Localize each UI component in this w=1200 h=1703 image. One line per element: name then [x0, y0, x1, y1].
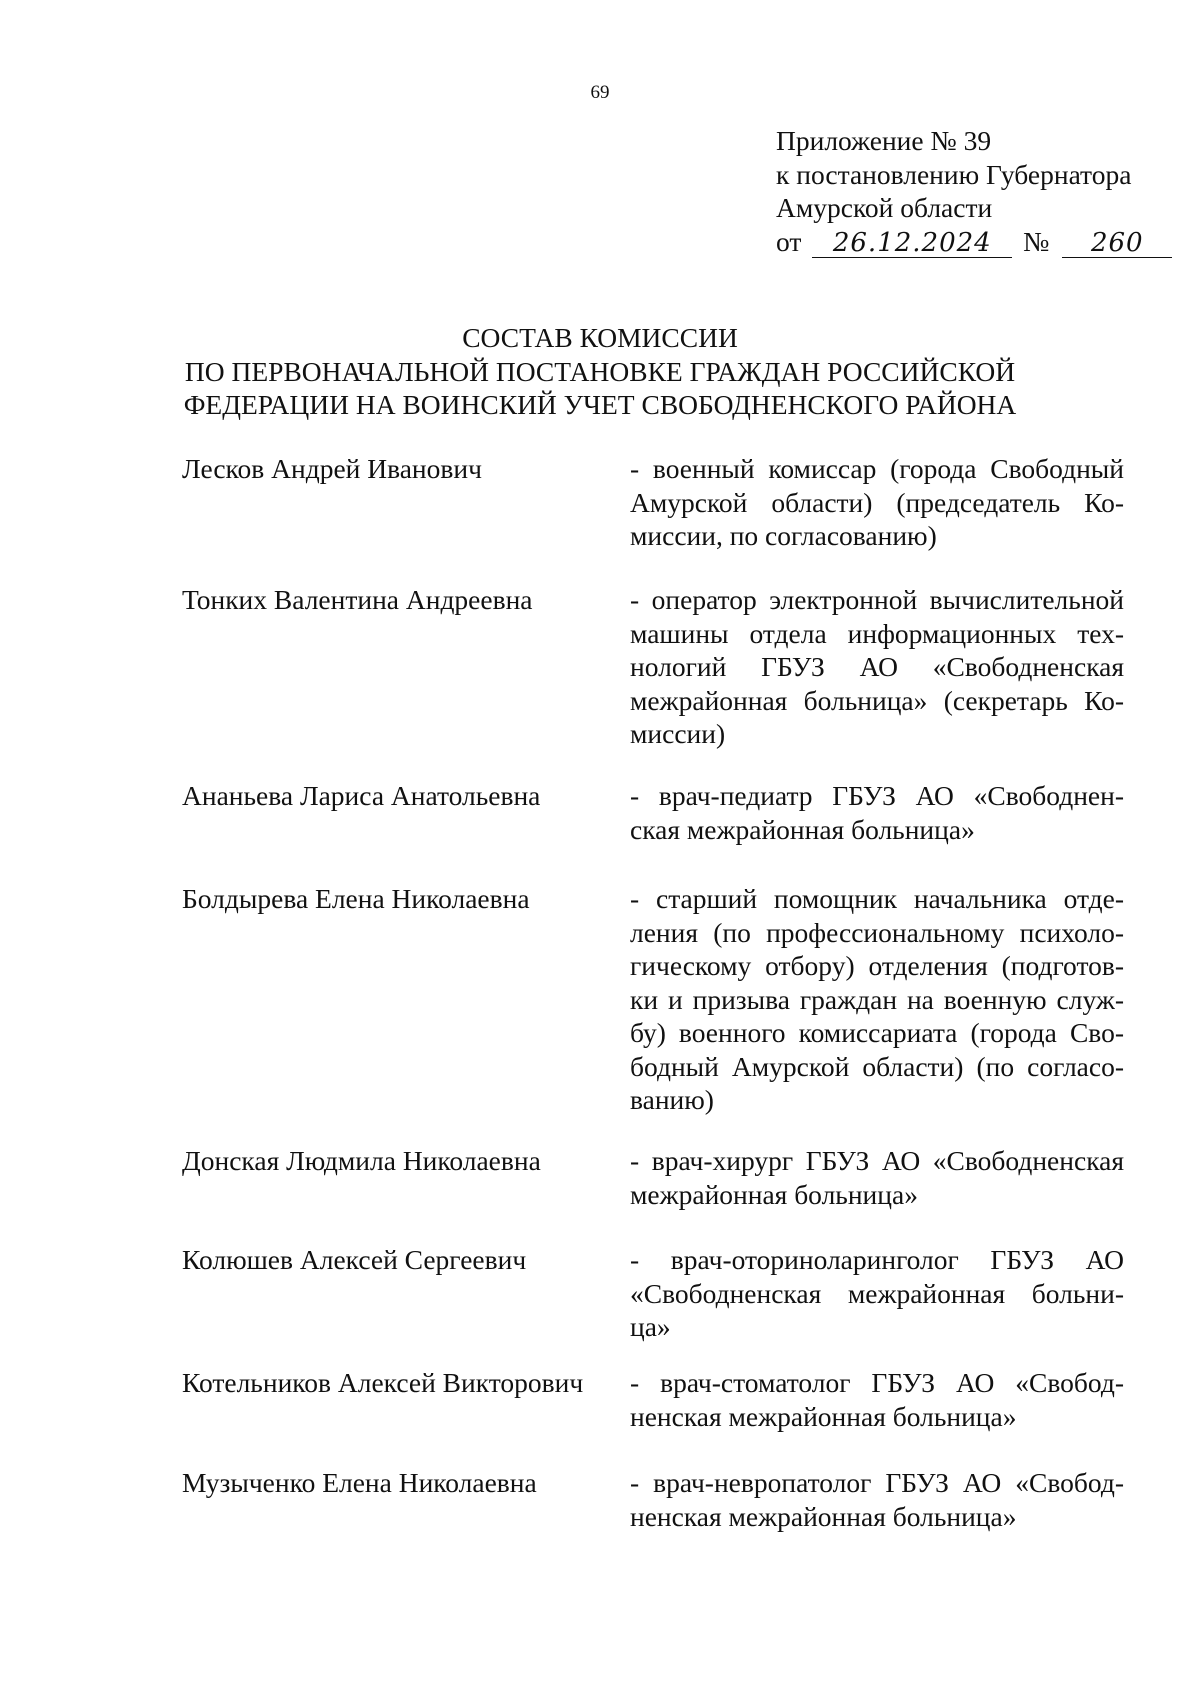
- member-role-line: ванию): [630, 1084, 714, 1115]
- member-role-line: ки и призыва граждан на военную служ-: [630, 983, 1124, 1015]
- member-role-line: - военный комиссар (города Свободный: [630, 453, 1124, 484]
- title-line-1: СОСТАВ КОМИССИИ: [462, 322, 738, 353]
- member-role-line: - врач-педиатр ГБУЗ АО «Свободнен-: [630, 780, 1124, 811]
- member-role: [630, 1243, 1124, 1344]
- member-role-line: - старший помощник начальника отде-: [630, 883, 1124, 914]
- title-line-3: ФЕДЕРАЦИИ НА ВОИНСКИЙ УЧЕТ СВОБОДНЕНСКОГО РАЙОНА: [183, 389, 1017, 420]
- member-role: [630, 779, 1124, 846]
- member-role-line: миссии): [630, 718, 726, 749]
- handwritten-date: 26.12.2024: [812, 229, 1012, 258]
- member-role-line: нологий ГБУЗ АО «Свободненская: [630, 651, 1124, 682]
- member-name: Музыченко Елена Николаевна: [182, 1467, 537, 1498]
- member-role: [630, 1144, 1124, 1211]
- member-role-line: ская межрайонная больница»: [630, 813, 975, 845]
- member-role-line: - врач-хирург ГБУЗ АО «Свободненская: [630, 1145, 1124, 1176]
- member-role: [630, 1466, 1124, 1533]
- appendix-line-1: Приложение № 39: [776, 125, 992, 156]
- member-role-line: Амурской области) (председатель Ко-: [630, 486, 1124, 518]
- member-role-line: - оператор электронной вычислительной: [630, 584, 1124, 615]
- member-name: Донская Людмила Николаевна: [182, 1145, 541, 1176]
- member-role-line: бодный Амурской области) (по согласо-: [630, 1050, 1124, 1082]
- number-sign: №: [1023, 225, 1050, 257]
- appendix-line-2: к постановлению Губернатора: [776, 158, 1132, 190]
- member-name: Лесков Андрей Иванович: [182, 453, 482, 484]
- handwritten-number: 260: [1062, 229, 1172, 258]
- member-role-line: машины отдела информационных тех-: [630, 617, 1124, 649]
- title-line-2: ПО ПЕРВОНАЧАЛЬНОЙ ПОСТАНОВКЕ ГРАЖДАН РОССИЙСКОЙ: [184, 355, 1016, 387]
- member-role: [630, 1366, 1124, 1433]
- member-name: Колюшев Алексей Сергеевич: [182, 1244, 527, 1275]
- member-role-line: ления (по профессиональному психоло-: [630, 916, 1124, 948]
- appendix-line-3: Амурской области: [776, 192, 993, 223]
- member-role-line: - врач-невропатолог ГБУЗ АО «Свобод-: [630, 1467, 1124, 1498]
- appendix-date-line: [776, 225, 1172, 259]
- member-role-line: ненская межрайонная больница»: [630, 1400, 1017, 1432]
- date-prefix: от: [776, 225, 802, 257]
- member-role-line: бу) военного комиссариата (города Сво-: [630, 1017, 1124, 1048]
- member-name: Болдырева Елена Николаевна: [182, 883, 530, 914]
- document-title: [0, 321, 1200, 422]
- member-role-line: межрайонная больница»: [630, 1178, 918, 1210]
- member-role-line: гическому отбору) отделения (подготов-: [630, 950, 1124, 981]
- member-role: [630, 452, 1124, 553]
- member-role-line: ненская межрайонная больница»: [630, 1500, 1017, 1532]
- appendix-header: [776, 124, 1172, 258]
- member-role: [630, 882, 1124, 1117]
- member-role-line: ца»: [630, 1311, 671, 1342]
- member-role-line: - врач-оториноларинголог ГБУЗ АО: [630, 1244, 1124, 1275]
- member-name: Ананьева Лариса Анатольевна: [182, 780, 541, 811]
- member-role: [630, 583, 1124, 751]
- member-role-line: - врач-стоматолог ГБУЗ АО «Свобод-: [630, 1367, 1124, 1398]
- member-name: Тонких Валентина Андреевна: [182, 584, 533, 615]
- member-role-line: «Свободненская межрайонная больни-: [630, 1277, 1124, 1309]
- page-number: 69: [590, 82, 610, 103]
- member-role-line: миссии, по согласованию): [630, 520, 937, 551]
- member-role-line: межрайонная больница» (секретарь Ко-: [630, 684, 1124, 716]
- member-name: Котельников Алексей Викторович: [182, 1367, 584, 1398]
